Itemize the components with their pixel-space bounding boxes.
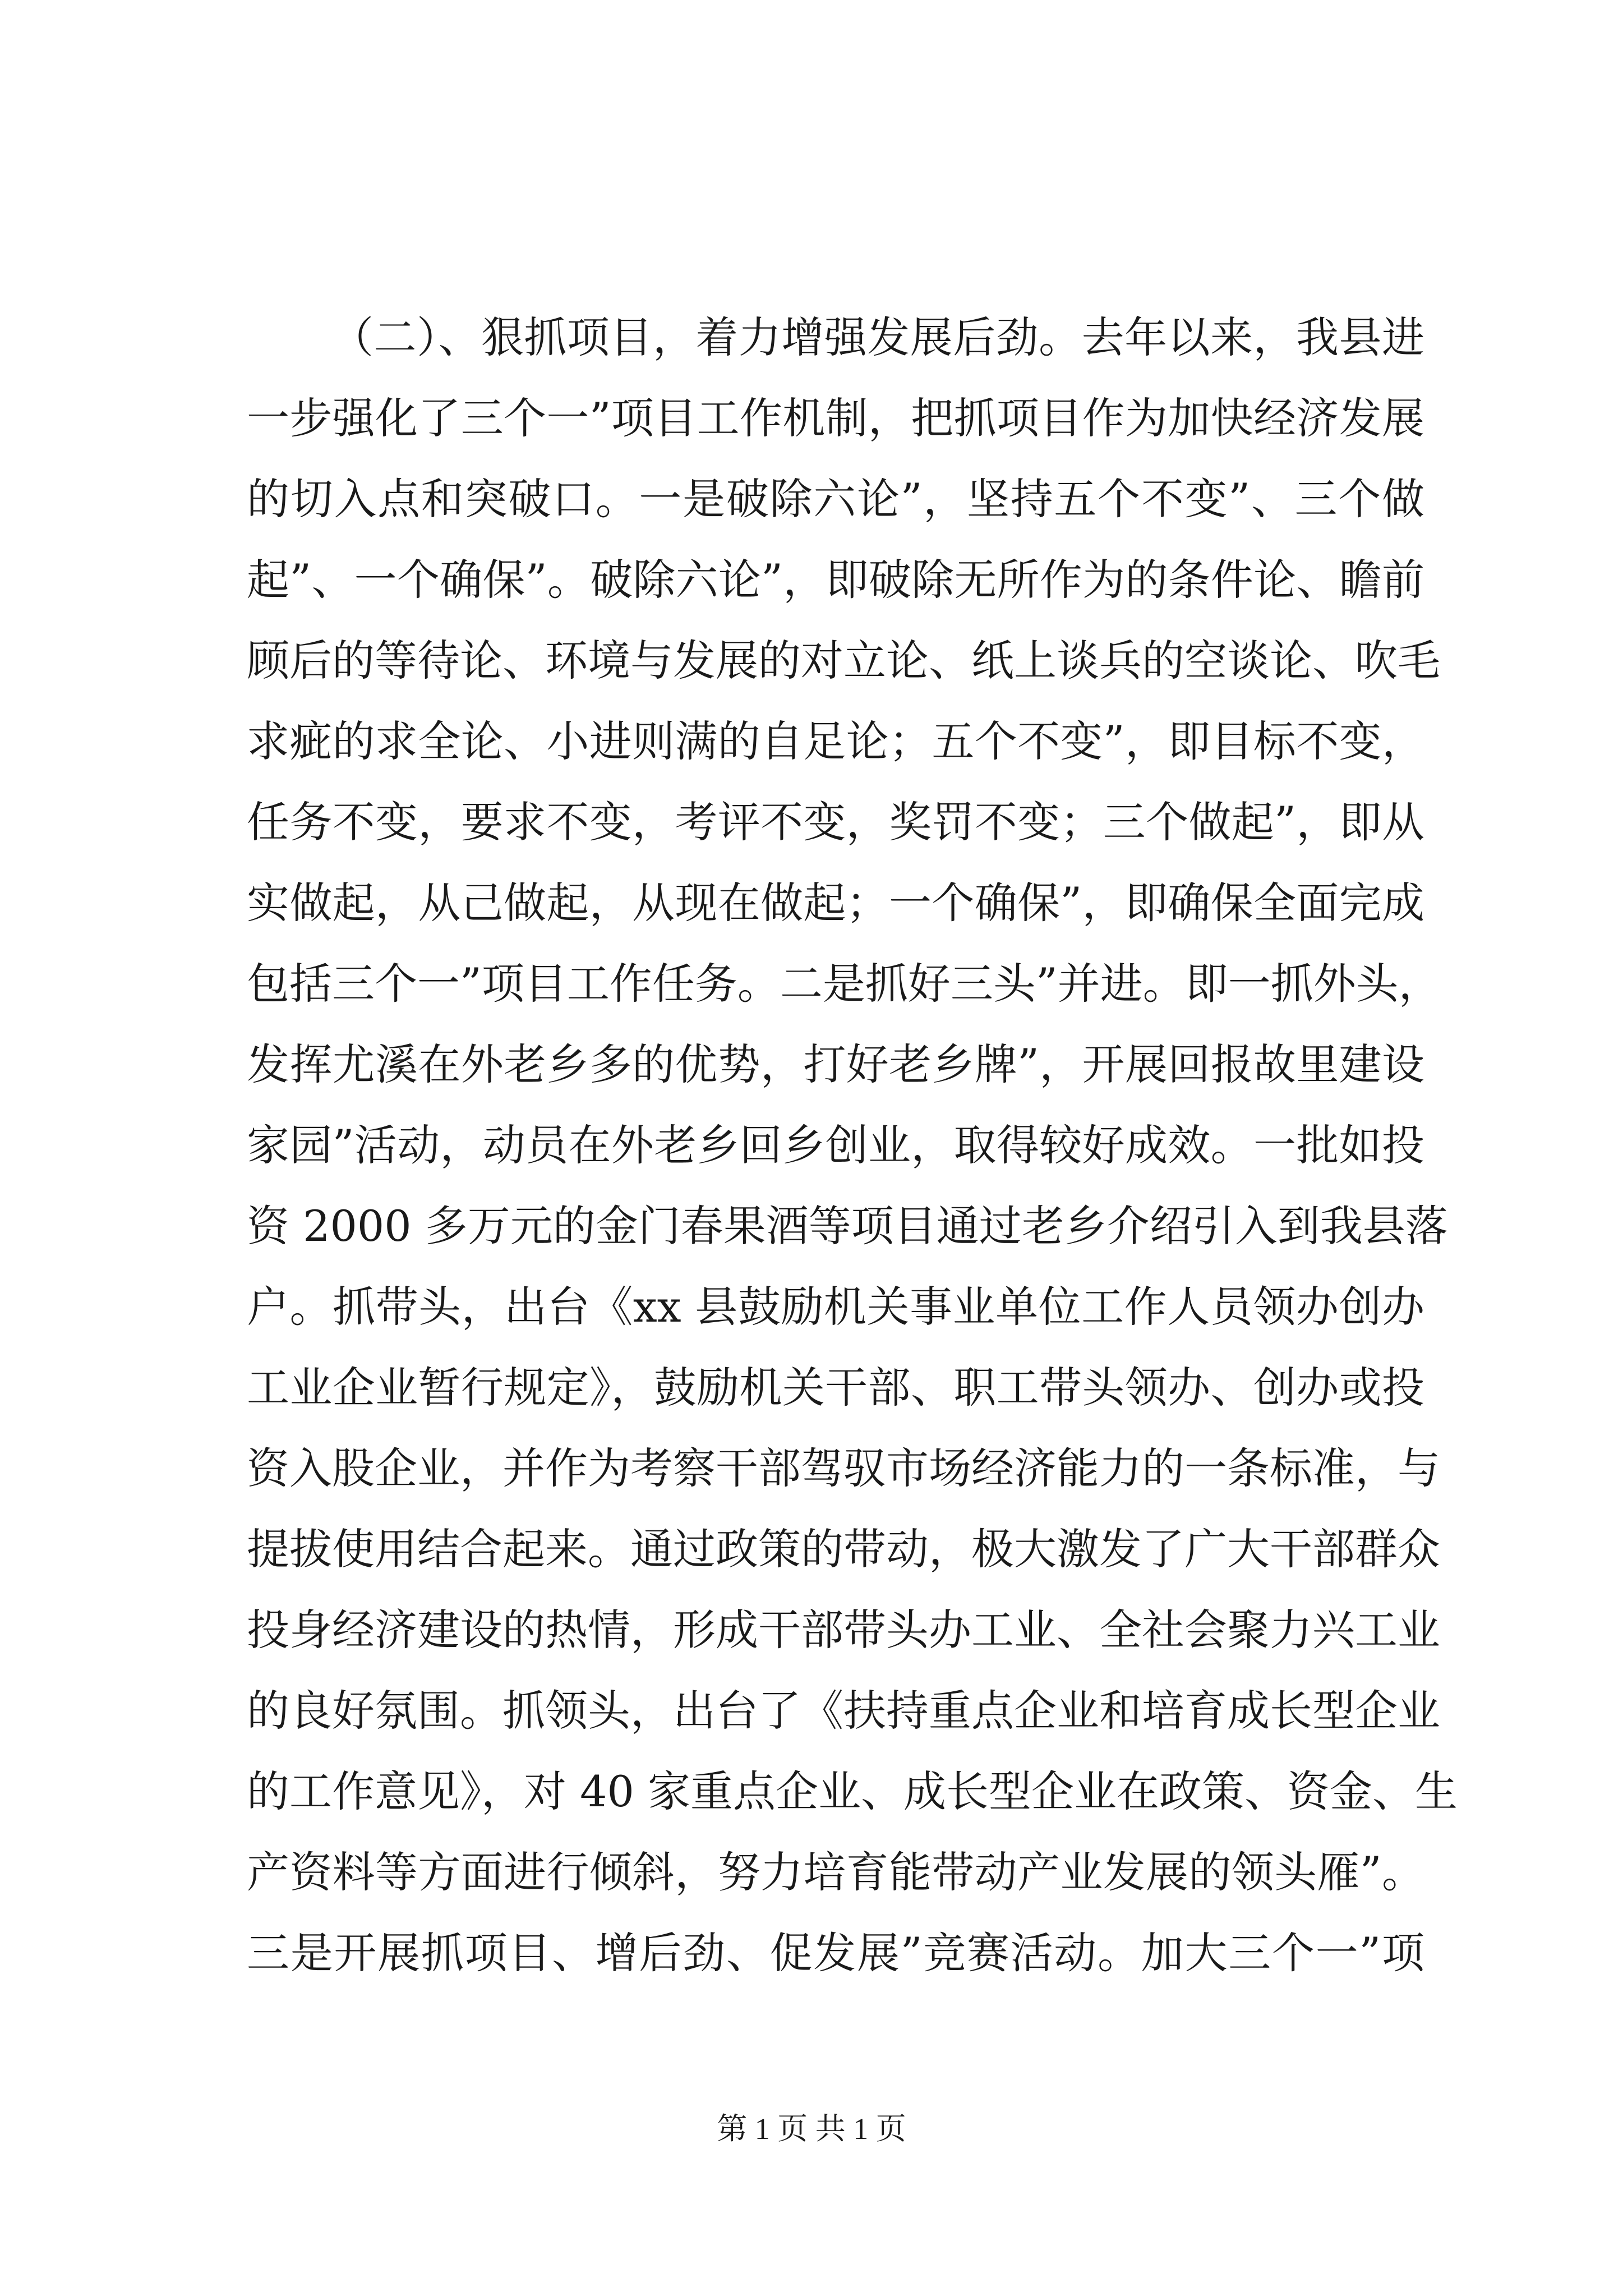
- text-line: 的切入点和突破口。一是破除六论”，坚持五个不变”、三个做: [247, 474, 1424, 524]
- text-line: 产资料等方面进行倾斜，努力培育能带动产业发展的领头雁”。: [247, 1847, 1424, 1897]
- page-footer: [0, 2109, 1623, 2148]
- text-line: 包括三个一”项目工作任务。二是抓好三头”并进。即一抓外头，: [247, 959, 1441, 1009]
- text-line: 三是开展抓项目、增后劲、促发展”竞赛活动。加大三个一”项: [247, 1928, 1424, 1978]
- text-line: 的良好氛围。抓领头，出台了《扶持重点企业和培育成长型企业: [247, 1686, 1440, 1736]
- text-line: 工业企业暂行规定》，鼓励机关干部、职工带头领办、创办或投: [247, 1363, 1424, 1412]
- text-line: 户。抓带头，出台《xx 县鼓励机关事业单位工作人员领办创办: [247, 1282, 1424, 1332]
- text-line: 发挥尤溪在外老乡多的优势，打好老乡牌”，开展回报故里建设: [247, 1039, 1424, 1089]
- text-line: 投身经济建设的热情，形成干部带头办工业、全社会聚力兴工业: [247, 1605, 1440, 1655]
- body-paragraph: [247, 297, 1458, 1994]
- text-line: 提拔使用结合起来。通过政策的带动，极大激发了广大干部群众: [247, 1524, 1440, 1574]
- text-line: 的工作意见》，对 40 家重点企业、成长型企业在政策、资金、生: [247, 1766, 1458, 1816]
- text-line: 一步强化了三个一”项目工作机制，把抓项目作为加快经济发展: [247, 393, 1424, 443]
- text-line: 家园”活动，动员在外老乡回乡创业，取得较好成效。一批如投: [247, 1120, 1424, 1170]
- page-number: 第 1 页 共 1 页: [717, 2112, 906, 2146]
- text-line: 资 2000 多万元的金门春果酒等项目通过老乡介绍引入到我县落: [247, 1201, 1448, 1251]
- text-line: （二）、狠抓项目，着力增强发展后劲。去年以来，我县进: [331, 312, 1424, 362]
- text-line: 起”、一个确保”。破除六论”，即破除无所作为的条件论、瞻前: [247, 555, 1424, 605]
- text-line: 任务不变，要求不变，考评不变，奖罚不变；三个做起”，即从: [247, 797, 1424, 847]
- text-line: 顾后的等待论、环境与发展的对立论、纸上谈兵的空谈论、吹毛: [247, 636, 1440, 685]
- text-line: 求疵的求全论、小进则满的自足论；五个不变”，即目标不变，: [247, 716, 1424, 766]
- text-line: 资入股企业，并作为考察干部驾驭市场经济能力的一条标准，与: [247, 1443, 1440, 1493]
- text-line: 实做起，从己做起，从现在做起；一个确保”，即确保全面完成: [247, 878, 1424, 928]
